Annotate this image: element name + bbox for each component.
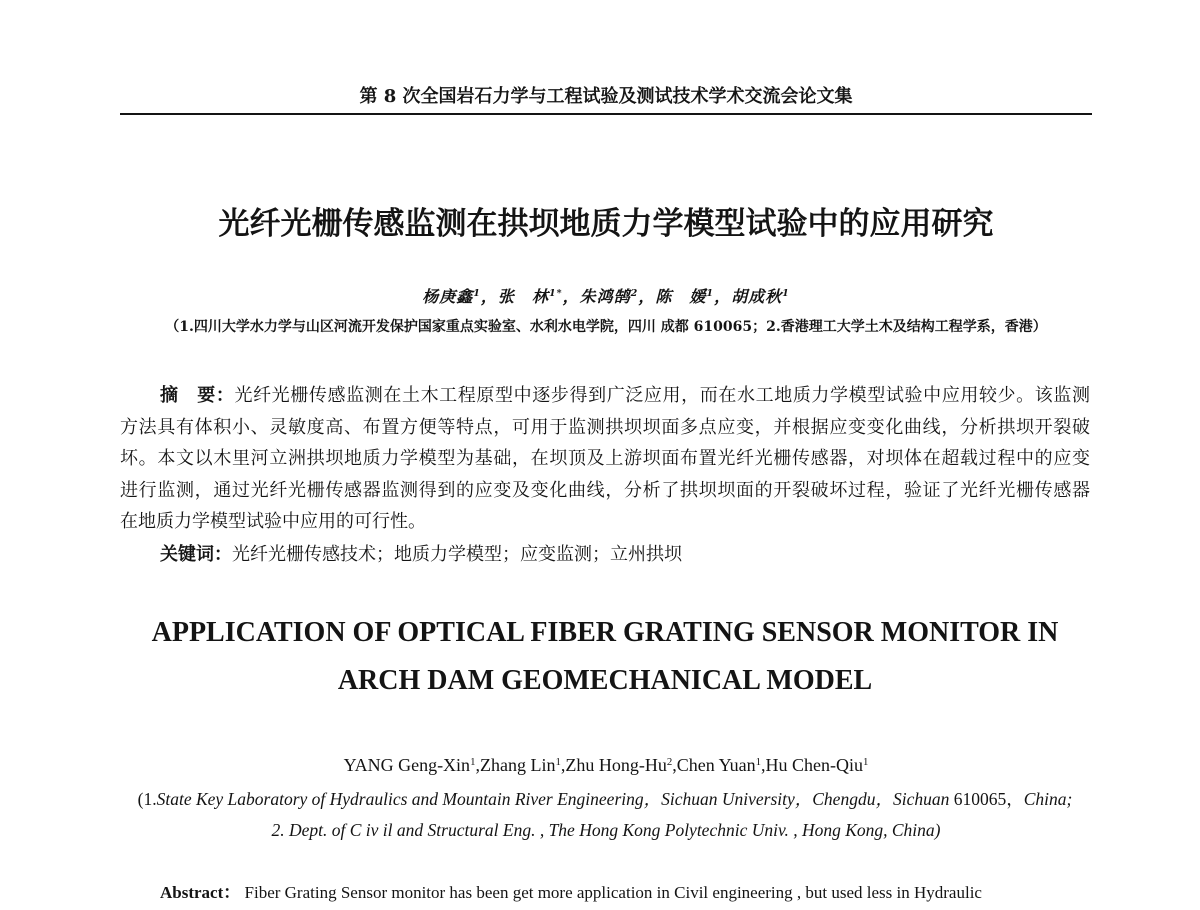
author-name: Zhu Hong-Hu (565, 755, 667, 775)
author-separator: ， (480, 287, 498, 306)
author-affiliation-mark: 1 (473, 288, 481, 300)
author-affiliation-mark: 1 (470, 755, 476, 768)
abstract-cn-text: 光纤光栅传感监测在土木工程原型中逐步得到广泛应用，而在水工地质力学模型试验中应用较少。该监测 (234, 385, 1090, 406)
author-name: YANG Geng-Xin (343, 755, 471, 775)
paper-title-cn: 光纤光栅传感监测在拱坝地质力学模型试验中的应用研究 (218, 206, 994, 242)
abstract-cn-label: 摘 要： (160, 385, 235, 406)
affiliation-en-postcode: 610065， (949, 789, 1024, 809)
abstract-cn-line (120, 380, 1090, 412)
author-name: Chen Yuan (676, 755, 756, 775)
header-rule (120, 113, 1092, 115)
author-name: 胡成秋 (731, 287, 783, 306)
abstract-cn (120, 380, 1090, 538)
abstract-cn-line: 在地质力学模型试验中应用的可行性。 (120, 511, 426, 532)
author-separator: , (475, 755, 480, 775)
keywords-cn-label: 关键词： (160, 544, 232, 565)
running-header: 第 8 次全国岩石力学与工程试验及测试技术学术交流会论文集 (359, 86, 853, 107)
author-list-cn (120, 286, 1092, 308)
abstract-en (160, 881, 982, 905)
author-affiliation-mark: 2 (666, 755, 673, 768)
author-name: 杨庚鑫 (422, 287, 474, 306)
keywords-cn-text: 光纤光栅传感技术；地质力学模型；应变监测；立州拱坝 (232, 544, 682, 565)
affiliation-en-line-1 (60, 786, 1150, 812)
affiliation-en-country: China; (1023, 789, 1073, 809)
abstract-cn-line: 坏。本文以木里河立洲拱坝地质力学模型为基础，在坝顶及上游坝面布置光纤光栅传感器，对坝体在超载过程中的应变 (120, 448, 1090, 469)
affiliation-en-institution: State Key Laboratory of Hydraulics and Mountain River Engineering，Sichuan University，Chengdu，Sichuan (156, 789, 950, 809)
paper-title-en (100, 609, 1110, 705)
author-affiliation-mark: 1* (548, 288, 563, 300)
author-affiliation-mark: 1 (706, 288, 715, 300)
abstract-en-text: Fiber Grating Sensor monitor has been get more application in Civil engineering , but used less in Hydraulic (240, 883, 982, 902)
paper-title-en-line: ARCH DAM GEOMECHANICAL MODEL (337, 665, 873, 696)
abstract-en-label: Abstract： (160, 883, 241, 902)
author-name: Hu Chen-Qiu (765, 755, 863, 775)
author-separator: , (761, 755, 766, 775)
paper-title-en-line: APPLICATION OF OPTICAL FIBER GRATING SENSOR MONITOR IN (151, 617, 1059, 648)
author-separator: ， (562, 287, 580, 306)
author-name: 朱鸿鹄 (579, 287, 631, 306)
author-list-en (120, 753, 1092, 777)
keywords-cn (160, 544, 682, 566)
author-affiliation-mark: 2 (630, 288, 639, 300)
author-separator: ， (714, 287, 732, 306)
author-affiliation-mark: 1 (782, 288, 790, 300)
author-separator: , (560, 755, 566, 775)
author-affiliation-mark: 1 (555, 755, 561, 768)
author-affiliation-mark: 1 (863, 755, 869, 768)
author-name: 陈 媛 (655, 287, 707, 306)
author-affiliation-mark: 1 (755, 755, 761, 768)
author-separator: ， (638, 287, 656, 306)
author-name: 张 林 (497, 287, 549, 306)
abstract-cn-line: 进行监测，通过光纤光栅传感器监测得到的应变及变化曲线，分析了拱坝坝面的开裂破坏过程，验证了光纤光栅传感器 (120, 479, 1090, 501)
affiliation-en-line-2: 2. Dept. of C iv il and Structural Eng. , The Hong Kong Polytechnic Univ. , Hong Kong, China) (271, 820, 941, 840)
affiliation-en-prefix: (1. (137, 789, 157, 809)
author-name: Zhang Lin (479, 755, 556, 775)
author-separator: , (672, 755, 677, 775)
abstract-cn-line: 方法具有体积小、灵敏度高、布置方便等特点，可用于监测拱坝坝面多点应变，并根据应变变化曲线，分析拱坝开裂破 (120, 416, 1090, 438)
affiliation-cn: （1.四川大学水力学与山区河流开发保护国家重点实验室、水利水电学院，四川 成都 610065；2.香港理工大学土木及结构工程学系，香港） (165, 319, 1047, 335)
